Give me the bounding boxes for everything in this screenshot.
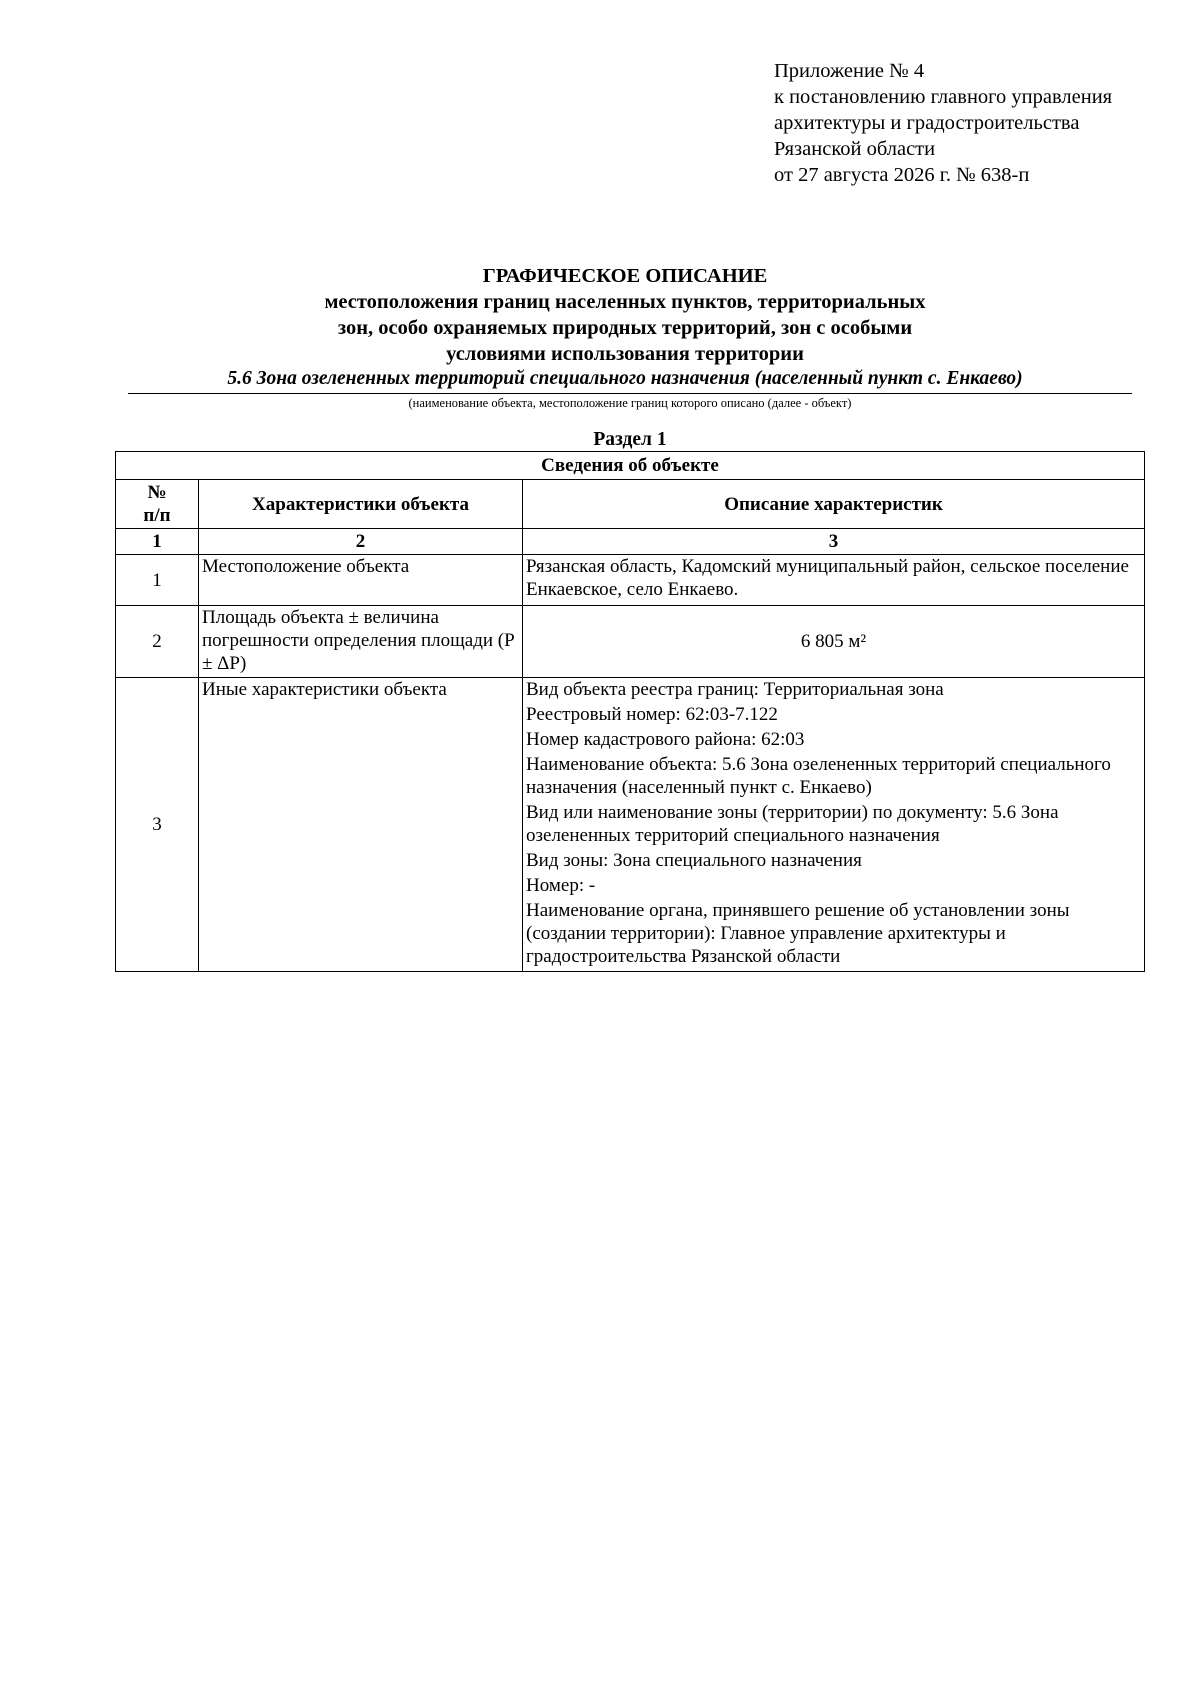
table-caption-row bbox=[116, 452, 1145, 480]
detail-zone-name: Вид или наименование зоны (территории) по документу: 5.6 Зона озелененных территорий специального назначения bbox=[526, 802, 1059, 846]
appendix-line-authority: архитектуры и градостроительства bbox=[774, 112, 1080, 134]
appendix-number: Приложение № 4 bbox=[774, 60, 925, 82]
detail-cadastral-district: Номер кадастрового района: 62:03 bbox=[526, 729, 805, 750]
table-row bbox=[116, 678, 1145, 972]
header-num-label: № п/п bbox=[143, 482, 171, 526]
detail-number: Номер: - bbox=[526, 875, 596, 896]
header-description: Описание характеристик bbox=[523, 480, 1145, 529]
row-num: 1 bbox=[116, 555, 199, 606]
detail-object-name: Наименование объекта: 5.6 Зона озелененных территорий специального назначения (населенный пункт с. Енкаево) bbox=[526, 754, 1111, 798]
object-name-caption: (наименование объекта, местоположение границ которого описано (далее - объект) bbox=[408, 396, 852, 410]
header-num bbox=[116, 480, 199, 529]
appendix-line-resolution: к постановлению главного управления bbox=[774, 86, 1113, 108]
appendix-date: от 27 августа 2026 г. № 638-п bbox=[774, 164, 1030, 186]
row-description: Рязанская область, Кадомский муниципальный район, сельское поселение Енкаевское, село Енкаево. bbox=[523, 555, 1145, 606]
title-sub-line1: местоположения границ населенных пунктов, территориальных bbox=[324, 291, 926, 313]
row-num: 3 bbox=[116, 678, 199, 972]
row-characteristic: Местоположение объекта bbox=[199, 555, 523, 606]
index-col-3: 3 bbox=[523, 529, 1145, 555]
table-index-row bbox=[116, 529, 1145, 555]
title-sub-line3: условиями использования территории bbox=[446, 343, 804, 365]
table-caption: Сведения об объекте bbox=[116, 452, 1145, 480]
appendix-line-region: Рязанской области bbox=[774, 138, 936, 160]
row-description: 6 805 м² bbox=[523, 606, 1145, 678]
index-col-2: 2 bbox=[199, 529, 523, 555]
row-num: 2 bbox=[116, 606, 199, 678]
document-title bbox=[120, 263, 1130, 391]
object-name: 5.6 Зона озелененных территорий специального назначения (населенный пункт с. Енкаево) bbox=[227, 368, 1023, 389]
object-info-table bbox=[115, 451, 1145, 972]
detail-zone-type: Вид зоны: Зона специального назначения bbox=[526, 850, 862, 871]
row-characteristic: Площадь объекта ± величина погрешности определения площади (P ± ΔP) bbox=[199, 606, 523, 678]
index-col-1: 1 bbox=[116, 529, 199, 555]
appendix-header bbox=[774, 58, 1112, 188]
detail-boundary-type: Вид объекта реестра границ: Территориальная зона bbox=[526, 679, 944, 700]
section-title: Раздел 1 bbox=[593, 429, 667, 450]
detail-registry-number: Реестровый номер: 62:03-7.122 bbox=[526, 704, 778, 725]
table-header-row bbox=[116, 480, 1145, 529]
row-characteristic: Иные характеристики объекта bbox=[199, 678, 523, 972]
object-name-underline bbox=[128, 393, 1132, 394]
detail-authority: Наименование органа, принявшего решение об установлении зоны (создании территории): Главное управление архитектуры и градостроительства Рязанской области bbox=[526, 900, 1070, 967]
table-row bbox=[116, 606, 1145, 678]
header-characteristics: Характеристики объекта bbox=[199, 480, 523, 529]
table-row bbox=[116, 555, 1145, 606]
title-main: ГРАФИЧЕСКОЕ ОПИСАНИЕ bbox=[482, 265, 768, 287]
row-description-details bbox=[523, 678, 1145, 972]
title-sub-line2: зон, особо охраняемых природных территорий, зон с особыми bbox=[337, 317, 913, 339]
